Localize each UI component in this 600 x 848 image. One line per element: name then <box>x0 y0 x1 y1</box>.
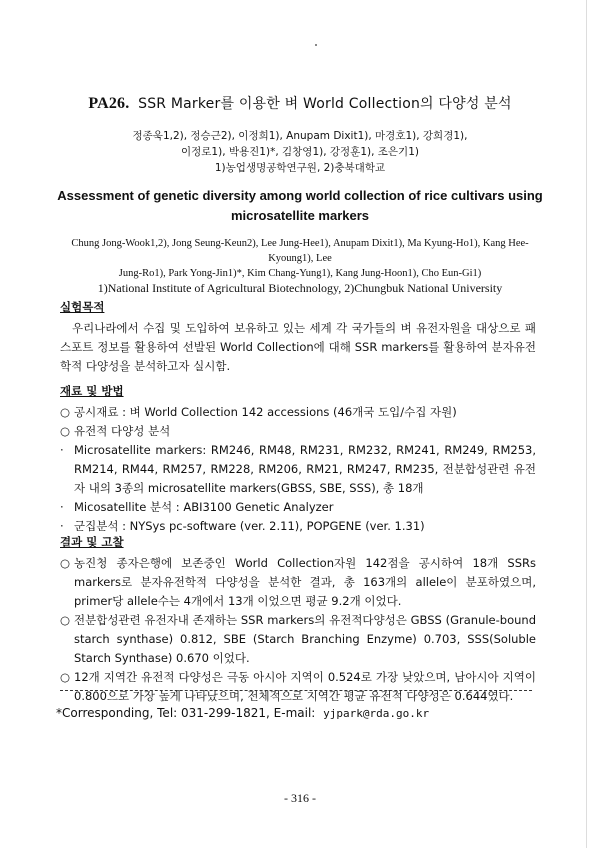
authors-korean <box>60 128 540 176</box>
footnote-tel: Tel: 031-299-1821, <box>157 706 270 720</box>
list-text: 농진청 종자은행에 보존중인 World Collection자원 142점을 공시하여 18개 SSRs markers로 분자유전학적 다양성을 분석한 결과, 총 163개의 allele이 분포하였으며, primer당 allele수는 4개에서 13개 이었으면 평균 9.2개 이었다. <box>74 556 536 608</box>
list-text: Micosatellite 분석 : ABI3100 Genetic Analyzer <box>74 500 334 514</box>
authors-ko-line2: 이정로1), 박용진1)*, 김창영1), 강정훈1), 조은기1) <box>181 146 419 158</box>
list-text: 12개 지역간 유전적 다양성은 극동 아시아 지역이 0.524로 가장 낮았으며, 남아시아 지역이 0.800으로 가장 높게 나타났으며, 전체적으로 지역간 평균 유전적 다양성은 0.644였다. <box>74 670 536 703</box>
list-text: 유전적 다양성 분석 <box>74 424 171 438</box>
abstract-code: PA26. <box>88 95 130 112</box>
list-marker: · <box>60 500 64 514</box>
purpose-body: 우리나라에서 수집 및 도입하여 보유하고 있는 세계 각 국가들의 벼 유전자원을 대상으로 패스포트 정보를 활용하여 선발된 World Collection에 대해 SSR markers를 활용하여 분자유전학적 다양성을 분석하고자 실시함. <box>60 321 536 373</box>
list-text: Microsatellite markers: RM246, RM48, RM231, RM232, RM241, RM249, RM253, RM214, RM44, RM257, RM228, RM206, RM21, RM247, RM235, 전분합성관련 유전자 내의 3종의 microsatellite markers(GBSS, SBE, SSS), 총 18개 <box>74 443 536 495</box>
list-item <box>60 422 536 441</box>
list-text: 전분합성관련 유전자내 존재하는 SSR markers의 유전적다양성은 GBSS (Granule-bound starch synthase) 0.812, SBE (Starch Branching Enzyme) 0.703, SSS(Soluble Starch Synthase) 0.670 이었다. <box>74 613 536 665</box>
affiliation-en: 1)National Institute of Agricultural Biotechnology, 2)Chungbuk National University <box>97 281 503 295</box>
footnote-email-label: E-mail: <box>273 706 316 720</box>
footnote-label: *Corresponding, <box>56 706 154 720</box>
methods-heading: 재료 및 방법 <box>60 384 124 398</box>
footnote-email-link[interactable]: yjpark@rda.go.kr <box>323 707 430 720</box>
list-marker: · <box>60 519 64 533</box>
list-marker: ○ <box>60 405 71 419</box>
scan-speck <box>315 44 317 46</box>
list-item <box>60 668 536 706</box>
list-marker: ○ <box>60 424 71 438</box>
english-title <box>50 186 550 226</box>
page-edge <box>586 0 587 848</box>
list-marker: ○ <box>60 556 71 570</box>
list-marker: ○ <box>60 670 71 684</box>
abstract-title <box>40 93 560 113</box>
authors-en-line2: Jung-Ro1), Park Yong-Jin1)*, Kim Chang-Yung1), Kang Jung-Hoon1), Cho Eun-Gi1) <box>118 268 482 279</box>
english-title-line2: microsatellite markers <box>230 208 370 223</box>
affiliation-ko: 1)농업생명공학연구원, 2)충북대학교 <box>214 162 386 174</box>
abstract-title-ko: SSR Marker를 이용한 벼 World Collection의 다양성 분석 <box>138 96 512 112</box>
list-marker: · <box>60 443 64 457</box>
footnote-divider <box>60 690 532 691</box>
authors-en-line1: Chung Jong-Wook1,2), Jong Seung-Keun2), Lee Jung-Hee1), Anupam Dixit1), Ma Kyung-Ho1), Kang Hee-Kyoung1), Lee <box>71 238 529 264</box>
list-text: 공시재료 : 벼 World Collection 142 accessions (46개국 도입/수집 자원) <box>74 405 457 419</box>
methods-section <box>60 382 536 536</box>
purpose-section <box>60 298 536 376</box>
list-text: 군집분석 : NYSys pc-software (ver. 2.11), POPGENE (ver. 1.31) <box>74 519 425 533</box>
list-item <box>60 441 536 498</box>
list-marker: ○ <box>60 613 71 627</box>
list-item <box>60 403 536 422</box>
page-number: - 316 - <box>284 791 316 805</box>
results-section <box>60 533 536 706</box>
english-title-line1: Assessment of genetic diversity among world collection of rice cultivars using <box>57 188 543 203</box>
results-heading: 결과 및 고찰 <box>60 535 124 549</box>
authors-english <box>60 236 540 296</box>
list-item <box>60 498 536 517</box>
list-item <box>60 554 536 611</box>
footnote <box>56 706 429 720</box>
purpose-heading: 실험목적 <box>60 300 105 314</box>
authors-ko-line1: 정종욱1,2), 정승근2), 이정희1), Anupam Dixit1), 마경호1), 강희경1), <box>132 130 468 142</box>
list-item <box>60 611 536 668</box>
